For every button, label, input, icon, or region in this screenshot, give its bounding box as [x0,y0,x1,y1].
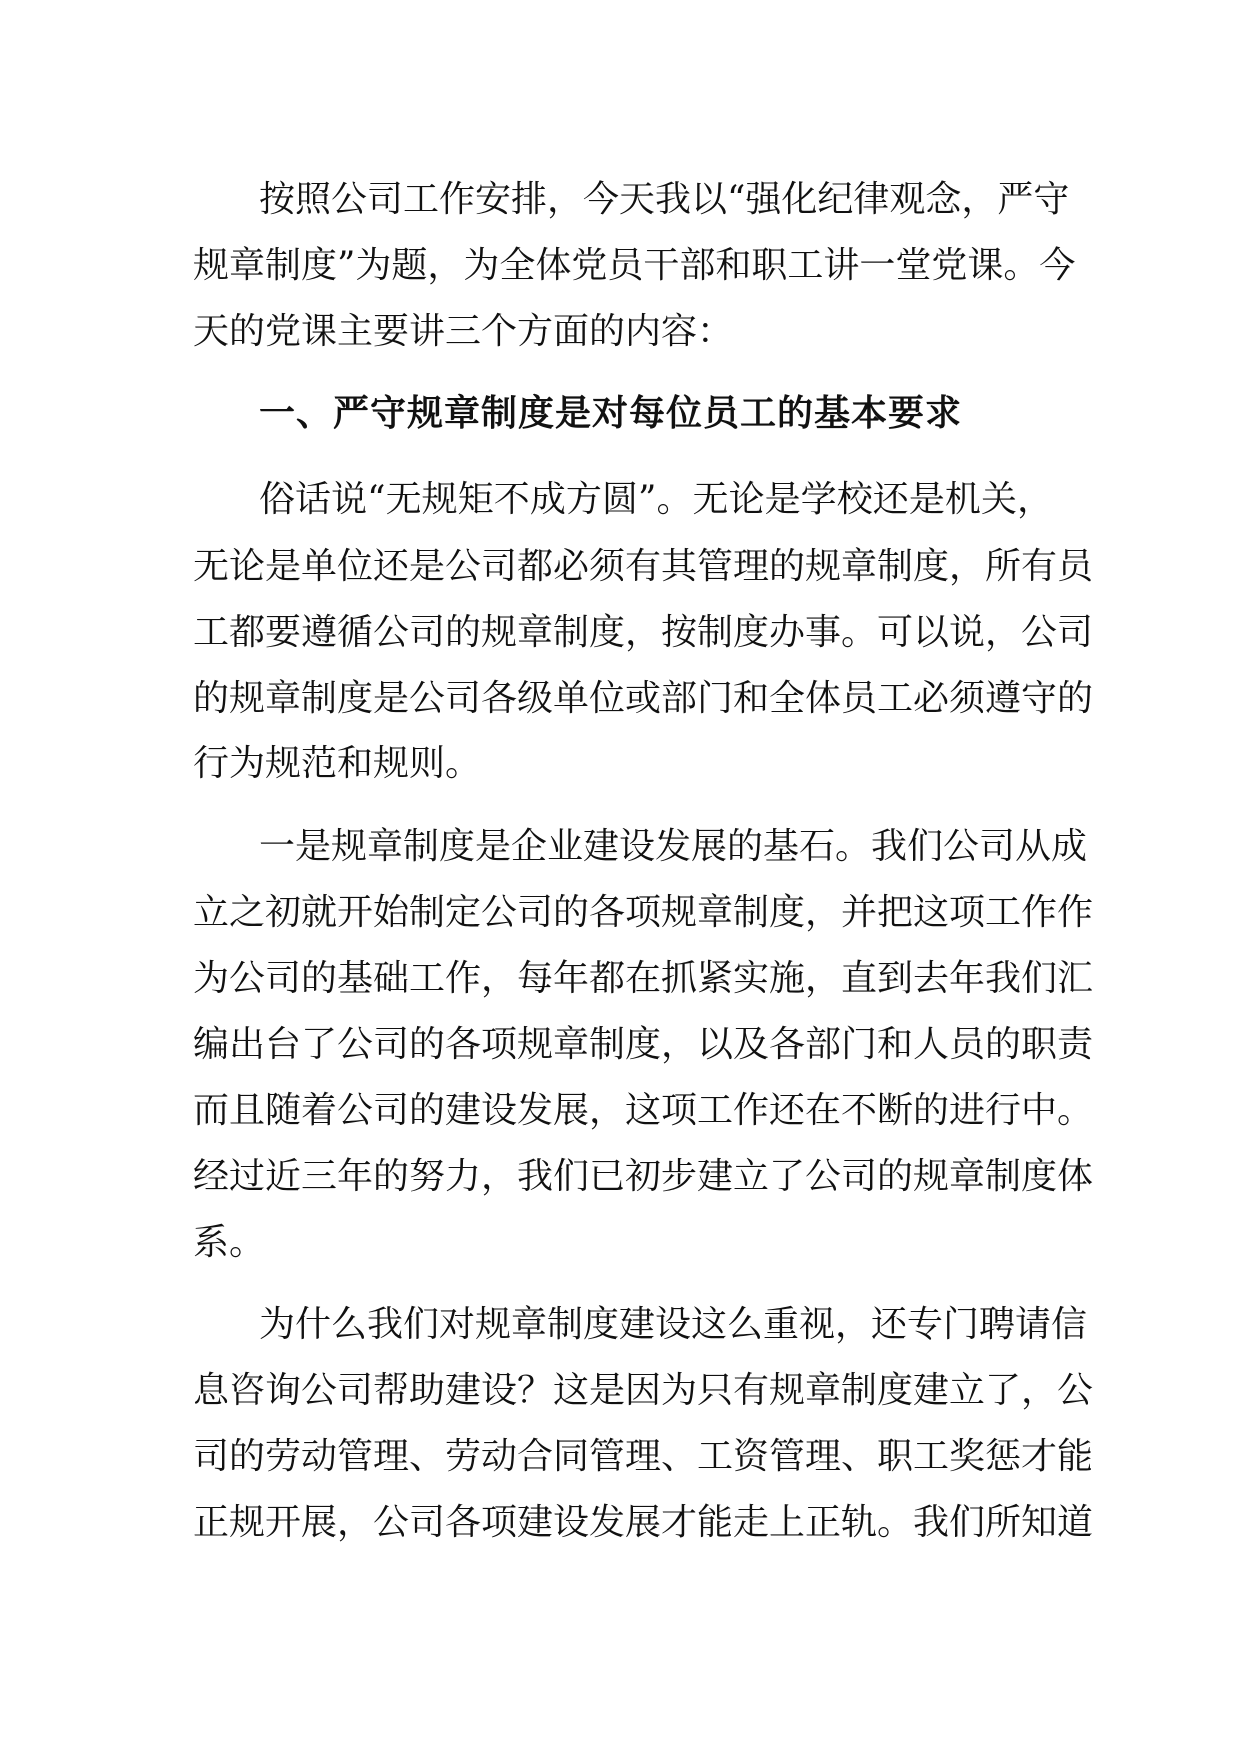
paragraph-2-line-4: 的规章制度是公司各级单位或部门和全体员工必须遵守的 [193,678,1094,719]
paragraph-4-line-1: 为什么我们对规章制度建设这么重视，还专门聘请信 [259,1304,1088,1345]
paragraph-4-line-3: 司的劳动管理、劳动合同管理、工资管理、职工奖惩才能 [193,1436,1094,1477]
paragraph-1-line-2: 规章制度”为题，为全体党员干部和职工讲一堂党课。今 [193,245,1076,286]
paragraph-2-line-5: 行为规范和规则。 [193,743,482,784]
paragraph-3-line-1: 一是规章制度是企业建设发展的基石。我们公司从成 [259,826,1088,867]
paragraph-2-line-3: 工都要遵循公司的规章制度，按制度办事。可以说，公司 [193,612,1094,653]
paragraph-3-line-3: 为公司的基础工作，每年都在抓紧实施，直到去年我们汇 [193,958,1094,999]
paragraph-1-line-3: 天的党课主要讲三个方面的内容： [193,311,734,352]
paragraph-3-line-7: 系。 [193,1222,266,1263]
paragraph-4-line-4: 正规开展，公司各项建设发展才能走上正轨。我们所知道 [193,1502,1094,1543]
paragraph-2-line-2: 无论是单位还是公司都必须有其管理的规章制度，所有员 [193,546,1094,587]
paragraph-2-line-1: 俗话说“无规矩不成方圆”。无论是学校还是机关， [259,479,1053,520]
paragraph-3-line-6: 经过近三年的努力，我们已初步建立了公司的规章制度体 [193,1156,1094,1197]
section-heading-1: 一、严守规章制度是对每位员工的基本要求 [259,393,963,434]
paragraph-3-line-4: 编出台了公司的各项规章制度，以及各部门和人员的职责 [193,1024,1094,1065]
paragraph-4-line-2: 息咨询公司帮助建设？这是因为只有规章制度建立了，公 [193,1370,1094,1411]
paragraph-3-line-5: 而且随着公司的建设发展，这项工作还在不断的进行中。 [193,1090,1094,1131]
paragraph-1-line-1: 按照公司工作安排，今天我以“强化纪律观念，严守 [259,179,1070,220]
paragraph-3-line-2: 立之初就开始制定公司的各项规章制度，并把这项工作作 [193,892,1094,933]
